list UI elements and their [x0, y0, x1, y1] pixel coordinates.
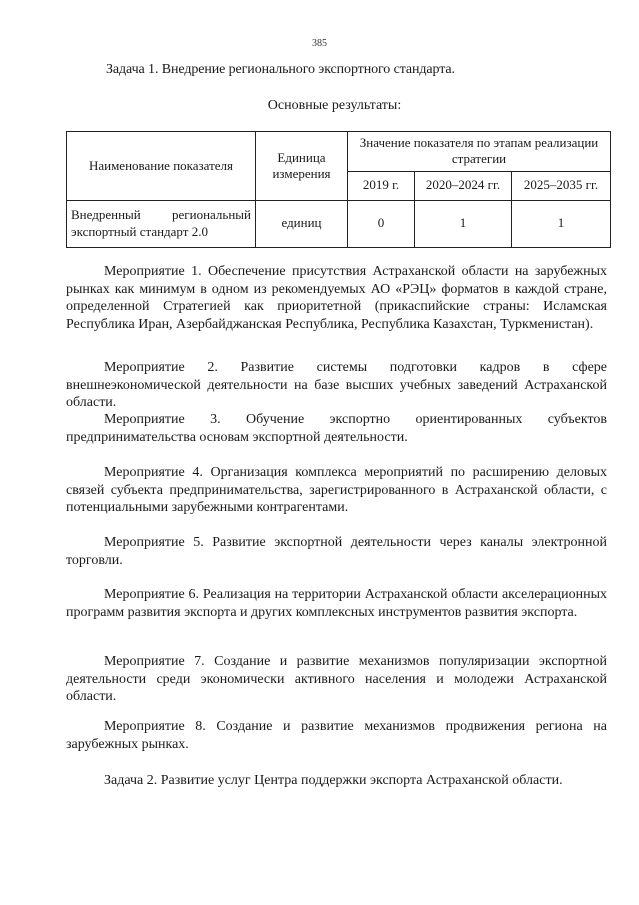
page-number: 385: [312, 38, 327, 49]
measure-6-paragraph: Мероприятие 6. Реализация на территории Астраханской области акселерационных программ развития экспорта и других комплексных инструментов развития экспорта.: [66, 587, 607, 620]
measure-8-paragraph: Мероприятие 8. Создание и развитие механизмов продвижения региона на зарубежных рынках.: [66, 719, 607, 752]
measure-5-paragraph: Мероприятие 5. Развитие экспортной деятельности через каналы электронной торговли.: [66, 535, 607, 568]
measure-1-paragraph: Мероприятие 1. Обеспечение присутствия Астраханской области на зарубежных рынках как минимум в одном из рекомендуемых АО «РЭЦ» форматов в каждой стране, определенной Стратегией как приоритетной (прикаспийские страны: Исламская Республика Иран, Азербайджанская Республика, Республика Казахстан, Туркменистан).: [66, 264, 607, 332]
task-1-heading: Задача 1. Внедрение регионального экспортного стандарта.: [106, 62, 455, 77]
row-value-2019: 0: [348, 200, 415, 247]
results-title: Основные результаты:: [267, 98, 402, 113]
header-stage-2025-2035: 2025–2035 гг.: [512, 171, 611, 200]
measure-3-paragraph: Мероприятие 3. Обучение экспортно ориентированных субъектов предпринимательства основам экспортной деятельности.: [66, 412, 607, 445]
header-stages-title: Значение показателя по этапам реализации стратегии: [348, 132, 611, 172]
measure-7-paragraph: Мероприятие 7. Создание и развитие механизмов популяризации экспортной деятельности среди экономически активного населения и молодежи Астраханской области.: [66, 654, 607, 704]
table-row: [67, 200, 611, 247]
measure-2-paragraph: Мероприятие 2. Развитие системы подготовки кадров в сфере внешнеэкономической деятельности на базе высших учебных заведений Астраханской области.: [66, 360, 607, 410]
row-unit: единиц: [256, 200, 348, 247]
measure-4-paragraph: Мероприятие 4. Организация комплекса мероприятий по расширению деловых связей субъекта предпринимательства, зарегистрированного в Астраханской области, с потенциальными зарубежными контрагентами.: [66, 465, 607, 515]
header-indicator-name: Наименование показателя: [67, 132, 256, 201]
task-2-heading: Задача 2. Развитие услуг Центра поддержки экспорта Астраханской области.: [104, 773, 563, 788]
header-unit: Единица измерения: [256, 132, 348, 201]
table-header-row: [67, 132, 611, 172]
row-value-2025-2035: 1: [512, 200, 611, 247]
row-indicator-name: Внедренный региональный экспортный стандарт 2.0: [67, 200, 256, 247]
header-stage-2020-2024: 2020–2024 гг.: [415, 171, 512, 200]
header-stage-2019: 2019 г.: [348, 171, 415, 200]
row-value-2020-2024: 1: [415, 200, 512, 247]
results-table: [66, 131, 611, 248]
